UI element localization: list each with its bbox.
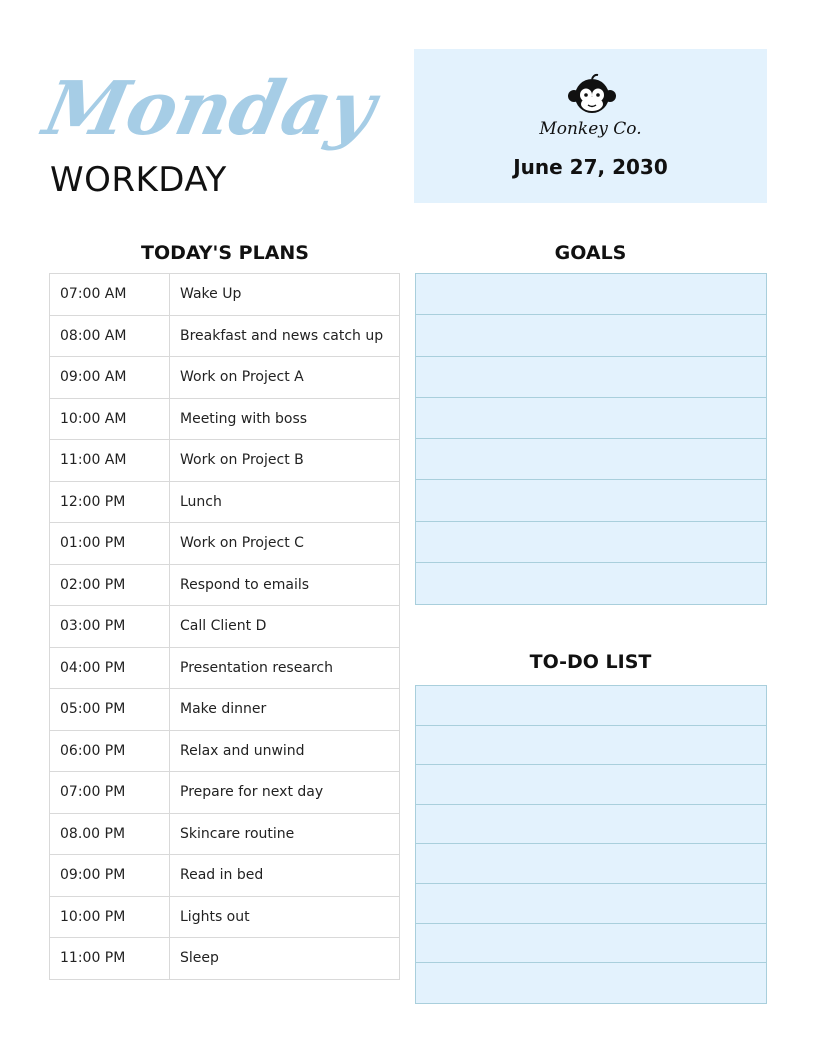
goal-line[interactable] [416,357,766,398]
plan-activity: Relax and unwind [170,730,400,772]
plan-activity: Respond to emails [170,564,400,606]
plan-time: 07:00 PM [50,772,170,814]
plan-time: 11:00 PM [50,938,170,980]
plan-time: 04:00 PM [50,647,170,689]
day-title [36,52,384,172]
plan-time: 12:00 PM [50,481,170,523]
goal-line[interactable] [416,439,766,480]
plan-activity: Make dinner [170,689,400,731]
plan-time: 03:00 PM [50,606,170,648]
plan-time: 11:00 AM [50,440,170,482]
goal-line[interactable] [416,315,766,356]
todo-line[interactable] [416,884,766,924]
table-row [50,813,400,855]
plan-time: 02:00 PM [50,564,170,606]
plan-activity: Work on Project A [170,357,400,399]
todo-line[interactable] [416,765,766,805]
table-row [50,647,400,689]
todo-line[interactable] [416,844,766,884]
plan-activity: Call Client D [170,606,400,648]
goals-box[interactable] [415,273,767,605]
plan-activity: Presentation research [170,647,400,689]
plan-activity: Lights out [170,896,400,938]
todo-line[interactable] [416,963,766,1003]
table-row [50,357,400,399]
plan-activity: Work on Project B [170,440,400,482]
plan-time: 07:00 AM [50,274,170,316]
table-row [50,440,400,482]
todo-box[interactable] [415,685,767,1004]
plan-activity: Read in bed [170,855,400,897]
monkey-face-icon [567,71,617,119]
todo-line[interactable] [416,686,766,726]
table-row [50,896,400,938]
table-row [50,606,400,648]
todo-line[interactable] [416,726,766,766]
todo-heading: TO-DO LIST [529,651,652,673]
plan-activity: Meeting with boss [170,398,400,440]
table-row [50,315,400,357]
goal-line[interactable] [416,480,766,521]
goal-line[interactable] [416,522,766,563]
table-row [50,523,400,565]
goal-line[interactable] [416,398,766,439]
brand-box [414,49,767,203]
page-date: June 27, 2030 [513,155,668,179]
plan-time: 05:00 PM [50,689,170,731]
plans-heading: TODAY'S PLANS [141,242,309,264]
plan-activity: Skincare routine [170,813,400,855]
plans-table [49,273,400,980]
day-title-text: Monday [36,64,384,152]
table-row [50,855,400,897]
plan-time: 06:00 PM [50,730,170,772]
plan-activity: Breakfast and news catch up [170,315,400,357]
goal-line[interactable] [416,274,766,315]
plan-time: 09:00 AM [50,357,170,399]
plan-time: 10:00 AM [50,398,170,440]
table-row [50,481,400,523]
plan-activity: Sleep [170,938,400,980]
plan-time: 09:00 PM [50,855,170,897]
table-row [50,564,400,606]
plan-activity: Wake Up [170,274,400,316]
plan-activity: Work on Project C [170,523,400,565]
table-row [50,772,400,814]
page-subtitle: WORKDAY [50,160,227,200]
todo-line[interactable] [416,805,766,845]
table-row [50,689,400,731]
brand-name: Monkey Co. [539,119,642,139]
plan-activity: Prepare for next day [170,772,400,814]
plan-time: 10:00 PM [50,896,170,938]
goals-heading: GOALS [554,242,627,264]
table-row [50,938,400,980]
plan-time: 08.00 PM [50,813,170,855]
table-row [50,730,400,772]
plan-time: 08:00 AM [50,315,170,357]
table-row [50,398,400,440]
table-row [50,274,400,316]
todo-line[interactable] [416,924,766,964]
plan-time: 01:00 PM [50,523,170,565]
goal-line[interactable] [416,563,766,604]
plan-activity: Lunch [170,481,400,523]
